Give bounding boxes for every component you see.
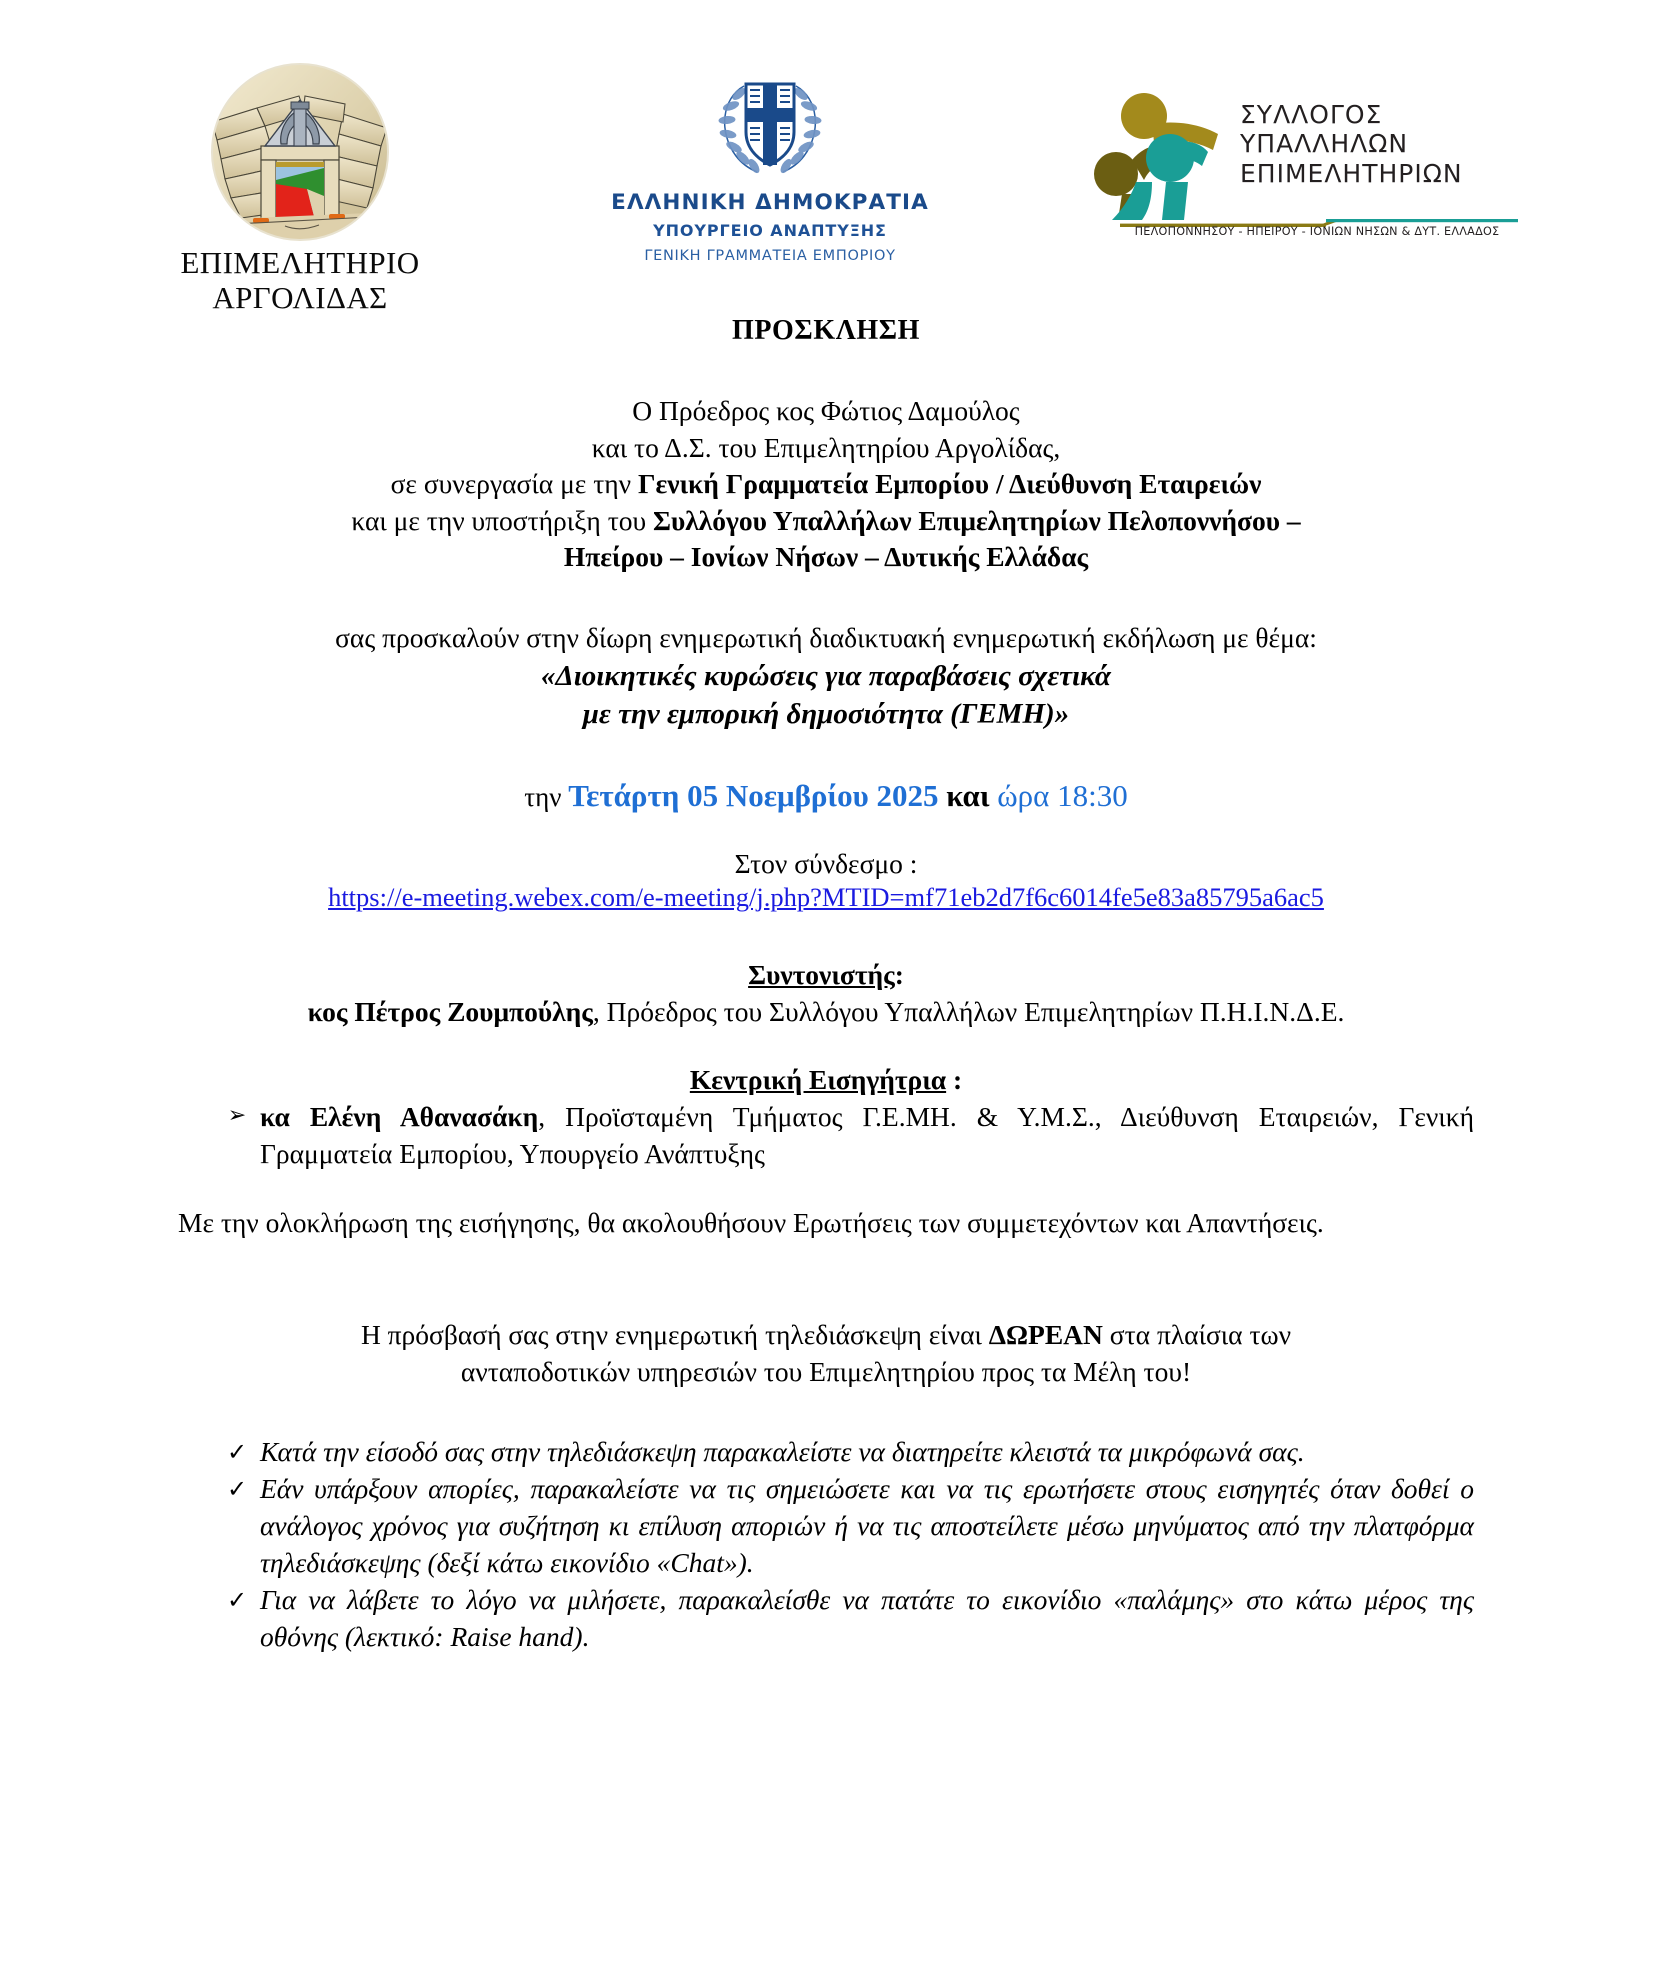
checkmark-bullet-icon: ✓ [226,1475,248,1504]
lion-gate-emblem-icon [195,62,405,242]
event-subject-line-2: με την εμπορική δημοσιότητα (ΓΕΜΗ)» [582,698,1070,731]
main-speaker-role: , Προϊσταμένη Τμήματος Γ.Ε.ΜΗ. & Υ.Μ.Σ., Διεύθυνση Εταιρειών, Γενική Γραμματεία Εμπορίου, Υπουργείο Ανάπτυξης [260,1100,1474,1169]
event-when-conj: και [938,777,998,813]
association-word-3: ΕΠΙΜΕΛΗΤΗΡΙΩΝ [1240,158,1463,188]
moderator-name: κος Πέτρος Ζουμπούλης [307,995,593,1027]
association-word-1: ΣΥΛΛΟΓΟΣ [1240,100,1383,129]
event-subject-block [178,620,1474,734]
intro-line-3-bold: Γενική Γραμματεία Εμπορίου / Διεύθυνση Εταιρειών [637,468,1262,500]
free-access-badge: ΔΩΡΕΑΝ [988,1319,1103,1351]
free-access-line-1-part2: στα πλαίσια των [1102,1319,1292,1351]
link-label: Στον σύνδεσμο : [734,847,918,879]
hellenic-republic-coat-of-arms-icon [710,70,830,182]
free-access-line-2: ανταποδοτικών υπηρεσιών του Επιμελητηρίου προς τα Μέλη του! [460,1355,1192,1387]
moderator-role: , Πρόεδρος του Συλλόγου Υπαλλήλων Επιμελητηρίων Π.Η.Ι.Ν.Δ.Ε. [592,995,1345,1027]
main-speaker-name: κα Ελένη Αθανασάκη [260,1100,539,1132]
main-speaker-heading-colon: : [946,1064,963,1096]
intro-line-5: Ηπείρου – Ιονίων Νήσων – Δυτικής Ελλάδας [563,541,1089,573]
logo-argolida-line1: ΕΠΙΜΕΛΗΤΗΡΙΟ [180,245,420,280]
main-speaker-text [260,1099,1474,1173]
intro-line-4-bold: Συλλόγου Υπαλλήλων Επιμελητηρίων Πελοποννήσου – [652,504,1301,536]
republic-line-1: ΕΛΛΗΝΙΚΗ ΔΗΜΟΚΡΑΤΙΑ [611,190,929,215]
logo-argolida-line2: ΑΡΓΟΛΙΔΑΣ [212,279,388,315]
document-header [0,0,1654,315]
instructions-list [178,1434,1474,1655]
moderator-heading-label: Συντονιστής [748,959,895,991]
checkmark-bullet-icon: ✓ [226,1438,248,1467]
instruction-text-3: Για να λάβετε το λόγο να μιλήσετε, παρακαλείσθε να πατάτε το εικονίδιο «παλάμης» στο κάτω μέρος της οθόνης (λεκτικό: Raise hand). [260,1583,1474,1652]
association-subtitle: ΠΕΛΟΠΟΝΝΗΣΟΥ - ΗΠΕΙΡΟΥ - ΙΟΝΙΩΝ ΝΗΣΩΝ & ΔΥΤ. ΕΛΛΑΔΟΣ [1134,225,1500,238]
list-item [178,1434,1474,1471]
webex-meeting-link[interactable]: https://e-meeting.webex.com/e-meeting/j.php?MTID=mf71eb2d7f6c6014fe5e83a85795a6ac5 [328,882,1324,913]
free-access-block [178,1317,1474,1390]
intro-line-3-plain: σε συνεργασία με την [390,468,638,500]
logo-association-of-chamber-employees [1090,62,1520,252]
free-access-line-1 [248,1317,1404,1354]
moderator-heading [178,957,1474,994]
intro-line-1: Ο Πρόεδρος κος Φώτιος Δαμούλος [632,395,1020,427]
intro-line-2: και το Δ.Σ. του Επιμελητηρίου Αργολίδας, [591,431,1061,463]
checkmark-bullet-icon: ✓ [226,1585,248,1614]
event-datetime [178,778,1474,814]
event-subject-line-1: «Διοικητικές κυρώσεις για παραβάσεις σχετικά [541,659,1111,692]
list-item [178,1582,1474,1656]
intro-block [178,393,1474,576]
qa-note: Με την ολοκλήρωση της εισήγησης, θα ακολουθήσουν Ερωτήσεις των συμμετεχόντων και Απαντήσεις. [178,1206,1324,1238]
event-invite-line: σας προσκαλούν στην δίωρη ενημερωτική διαδικτυακή ενημερωτική εκδήλωση με θέμα: [335,622,1317,654]
free-access-line-1-part1: Η πρόσβασή σας στην ενημερωτική τηλεδιάσκεψη είναι [360,1319,989,1351]
moderator-person [178,994,1474,1031]
republic-line-2: ΥΠΟΥΡΓΕΙΟ ΑΝΑΠΤΥΞΗΣ [653,221,887,241]
event-date: Τετάρτη 05 Νοεμβρίου 2025 [568,777,939,813]
list-item [178,1471,1474,1582]
association-word-2: ΥΠΑΛΛΗΛΩΝ [1240,129,1409,159]
people-figures-icon [1092,90,1238,220]
instruction-text-1: Κατά την είσοδό σας στην τηλεδιάσκεψη παρακαλείστε να διατηρείτε κλειστά τα μικρόφωνά σας. [260,1436,1305,1468]
page-title: ΠΡΟΣΚΛΗΣΗ [731,315,921,346]
event-when-prefix: την [524,781,569,812]
republic-line-3: ΓΕΝΙΚΗ ΓΡΑΜΜΑΤΕΙΑ ΕΜΠΟΡΙΟΥ [644,248,896,265]
logo-argolida [150,62,450,315]
moderator-heading-colon: : [894,959,904,991]
logo-hellenic-republic [560,70,980,269]
event-time: ώρα 18:30 [997,777,1128,813]
intro-line-4 [178,503,1474,540]
logo-argolida-label [150,246,450,315]
main-speaker-heading [178,1062,1474,1099]
instruction-text-2: Εάν υπάρξουν απορίες, παρακαλείστε να τις σημειώσετε και να τις ερωτήσετε στους εισηγητές όταν δοθεί ο ανάλογος χρόνος για συζήτηση κι επίλυση αποριών ή να τις αποστείλετε μέσω μηνύματος από την πλατφόρμα τηλεδιάσκεψης (δεξί κάτω εικονίδιο «Chat»). [260,1473,1474,1578]
intro-line-3 [178,466,1474,503]
meeting-link-row [178,882,1474,913]
intro-line-4-plain: και με την υποστήριξη του [351,504,653,536]
document-body [0,312,1654,1655]
arrow-bullet-icon: ➢ [227,1102,247,1128]
association-divider-rule [1120,214,1518,223]
main-speaker-heading-label: Κεντρική Εισηγήτρια [689,1064,947,1096]
main-speaker-item [178,1099,1474,1173]
association-wordmark [1240,100,1518,188]
